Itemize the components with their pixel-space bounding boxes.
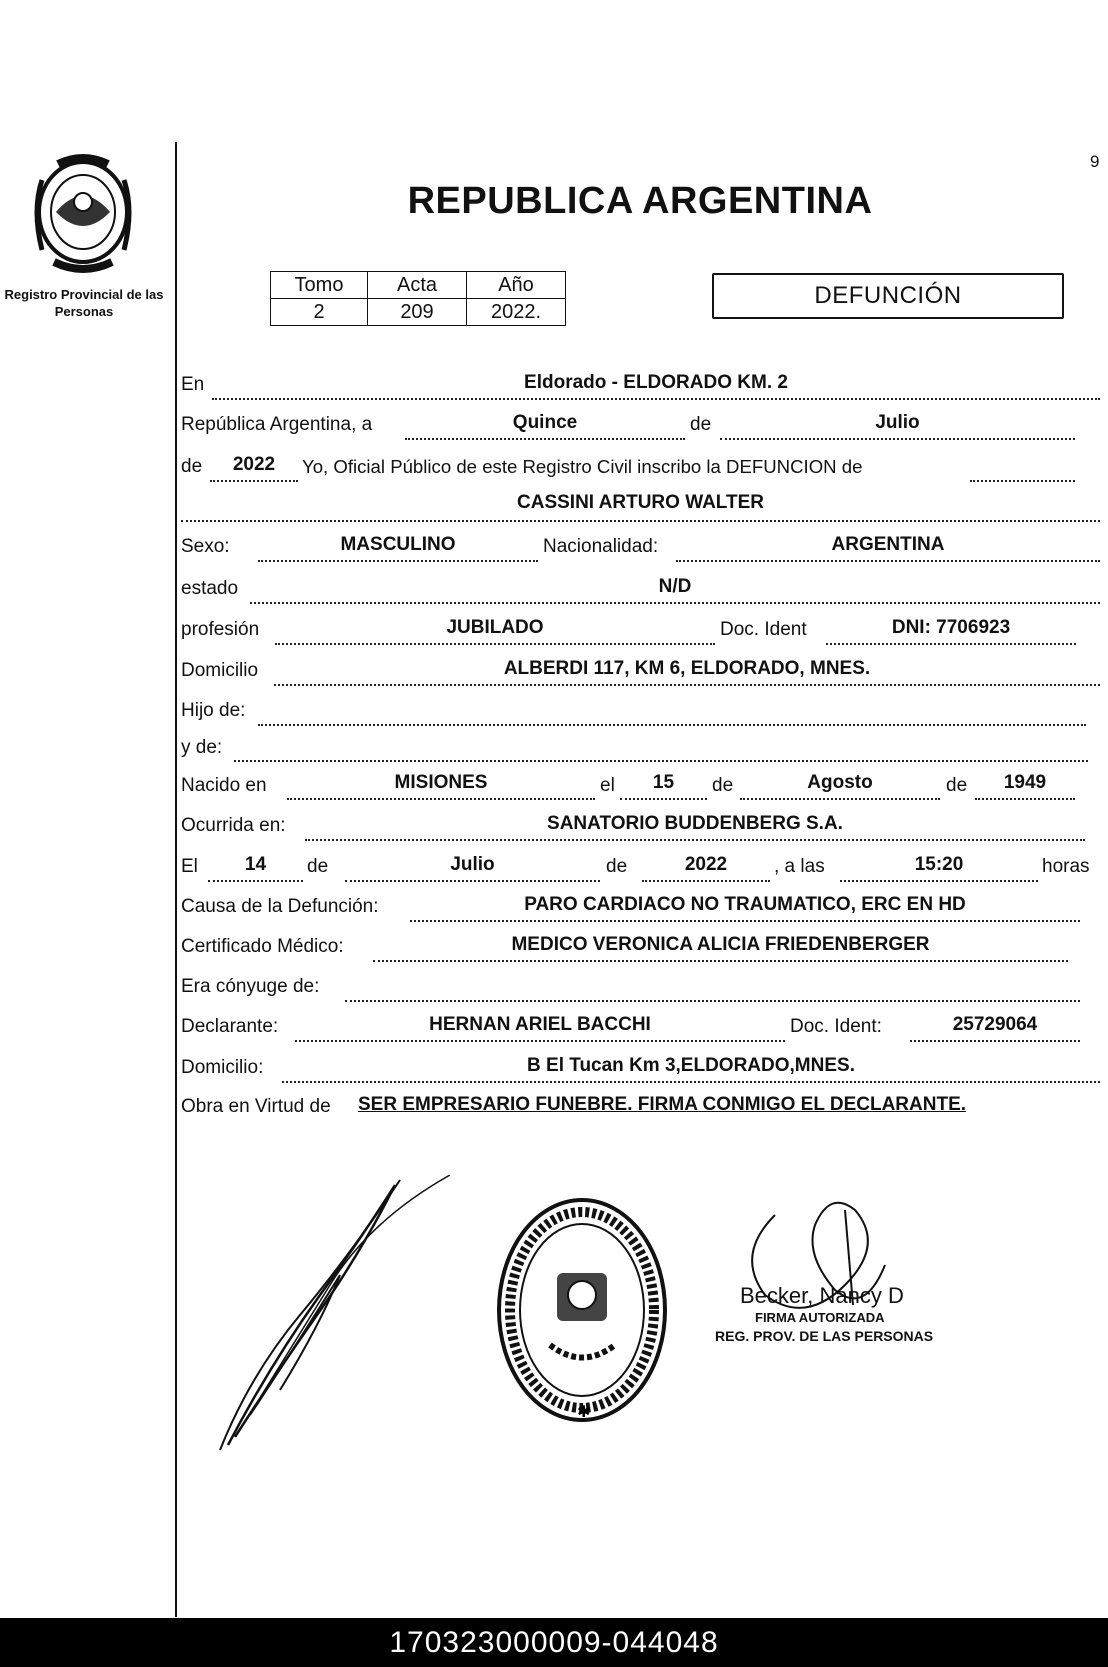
acta-value-acta: 209 [368, 299, 467, 326]
dotted-line [275, 643, 715, 645]
value-domicilio: ALBERDI 117, KM 6, ELDORADO, MNES. [503, 658, 871, 679]
value-lugar: Eldorado - ELDORADO KM. 2 [524, 372, 788, 393]
acta-table [270, 271, 566, 326]
value-nacido-mes: Agosto [807, 772, 873, 793]
label-declarante: Declarante: [181, 1016, 279, 1037]
dotted-line [405, 438, 685, 440]
dotted-line [720, 438, 1075, 440]
dotted-line [345, 1000, 1080, 1002]
signer-name: Becker, Nancy D [740, 1283, 904, 1308]
label-y-de: y de: [181, 737, 223, 758]
label-de-anio: de [946, 775, 968, 796]
label-hijo-de: Hijo de: [181, 700, 246, 721]
label-a-las: , a las [774, 856, 825, 877]
dotted-line [305, 839, 1085, 841]
acta-header-anio: Año [467, 272, 566, 299]
dotted-line [210, 480, 298, 482]
document-title: REPUBLICA ARGENTINA [407, 180, 873, 222]
label-de-year: de [181, 456, 203, 477]
label-causa: Causa de la Defunción: [181, 896, 379, 917]
value-nacido-dia: 15 [652, 772, 675, 793]
label-obra: Obra en Virtud de [181, 1096, 331, 1117]
value-dia-texto: Quince [512, 412, 578, 433]
value-nombre: CASSINI ARTURO WALTER [517, 492, 764, 513]
official-signature [210, 1175, 460, 1455]
label-republica: República Argentina, a [181, 414, 373, 435]
dotted-line [345, 880, 600, 882]
label-domicilio: Domicilio [181, 660, 259, 681]
dotted-line [410, 920, 1080, 922]
value-def-dia: 14 [244, 854, 267, 875]
dotted-line [250, 602, 1100, 604]
dotted-line [274, 684, 1100, 686]
institution-name: Registro Provincial de las Personas [4, 287, 164, 319]
acta-header-acta: Acta [368, 272, 467, 299]
label-el-cap: El [181, 856, 198, 877]
label-de-d2: de [606, 856, 628, 877]
acta-header-tomo: Tomo [271, 272, 368, 299]
dotted-line [676, 560, 1100, 562]
label-nacido-en: Nacido en [181, 775, 267, 796]
page-number: 9 [1090, 152, 1100, 171]
value-declarante-doc: 25729064 [952, 1014, 1038, 1035]
label-doc-ident: Doc. Ident [720, 619, 807, 640]
dotted-line [373, 960, 1068, 962]
label-doc-ident2: Doc. Ident: [790, 1016, 882, 1037]
dotted-line [840, 880, 1038, 882]
acta-value-tomo: 2 [271, 299, 368, 326]
registry-stamp [495, 1195, 670, 1425]
value-doc: DNI: 7706923 [891, 617, 1011, 638]
dotted-line [910, 1040, 1080, 1042]
value-ocurrida: SANATORIO BUDDENBERG S.A. [547, 813, 843, 834]
value-mes-texto: Julio [875, 412, 920, 433]
label-conyuge: Era cónyuge de: [181, 976, 320, 997]
value-nacido-lugar: MISIONES [394, 772, 488, 793]
margin-line [175, 142, 177, 1617]
dotted-line [642, 880, 770, 882]
label-en: En [181, 374, 205, 395]
value-nacido-anio: 1949 [1003, 772, 1047, 793]
dotted-line [826, 643, 1076, 645]
label-nacionalidad: Nacionalidad: [543, 536, 659, 557]
dotted-line [181, 520, 1100, 522]
acta-value-anio: 2022. [467, 299, 566, 326]
value-declarante-domicilio: B El Tucan Km 3,ELDORADO,MNES. [527, 1055, 855, 1076]
value-anio: 2022 [232, 454, 276, 475]
label-de-d1: de [307, 856, 329, 877]
dotted-line [282, 1081, 1100, 1083]
label-sexo: Sexo: [181, 536, 230, 557]
label-domicilio2: Domicilio: [181, 1057, 264, 1078]
dotted-line [212, 398, 1100, 400]
value-def-mes: Julio [450, 854, 495, 875]
label-el: el [600, 775, 615, 796]
dotted-line [970, 480, 1075, 482]
value-profesion: JUBILADO [446, 617, 544, 638]
label-yo: Yo, Oficial Público de este Registro Civil inscribo la DEFUNCION de [302, 456, 863, 477]
value-obra: SER EMPRESARIO FUNEBRE. FIRMA CONMIGO EL DECLARANTE. [358, 1094, 967, 1115]
label-horas: horas [1042, 856, 1090, 877]
value-nacionalidad: ARGENTINA [831, 534, 945, 555]
svg-text:✱: ✱ [577, 1402, 591, 1421]
value-sexo: MASCULINO [340, 534, 456, 555]
record-type-box: DEFUNCIÓN [712, 273, 1064, 319]
value-def-anio: 2022 [684, 854, 728, 875]
dotted-line [287, 798, 595, 800]
label-ocurrida-en: Ocurrida en: [181, 815, 286, 836]
signer-office: REG. PROV. DE LAS PERSONAS [715, 1328, 934, 1344]
dotted-line [258, 724, 1086, 726]
document-code-bar: 170323000009-044048 [0, 1618, 1108, 1667]
dotted-line [208, 880, 303, 882]
label-profesion: profesión [181, 619, 260, 640]
dotted-line [258, 560, 538, 562]
value-causa: PARO CARDIACO NO TRAUMATICO, ERC EN HD [524, 894, 966, 915]
label-estado: estado [181, 578, 239, 599]
dotted-line [234, 760, 1088, 762]
dotted-line [740, 798, 940, 800]
provincial-seal [24, 150, 142, 278]
signer-role: FIRMA AUTORIZADA [755, 1310, 885, 1325]
value-certificado: MEDICO VERONICA ALICIA FRIEDENBERGER [511, 934, 930, 955]
label-de: de [690, 414, 712, 435]
dotted-line [975, 798, 1075, 800]
label-de-mes: de [712, 775, 734, 796]
label-certificado: Certificado Médico: [181, 936, 344, 957]
value-def-hora: 15:20 [914, 854, 964, 875]
dotted-line [620, 798, 707, 800]
value-declarante: HERNAN ARIEL BACCHI [429, 1014, 651, 1035]
value-estado: N/D [658, 576, 692, 597]
dotted-line [295, 1040, 785, 1042]
